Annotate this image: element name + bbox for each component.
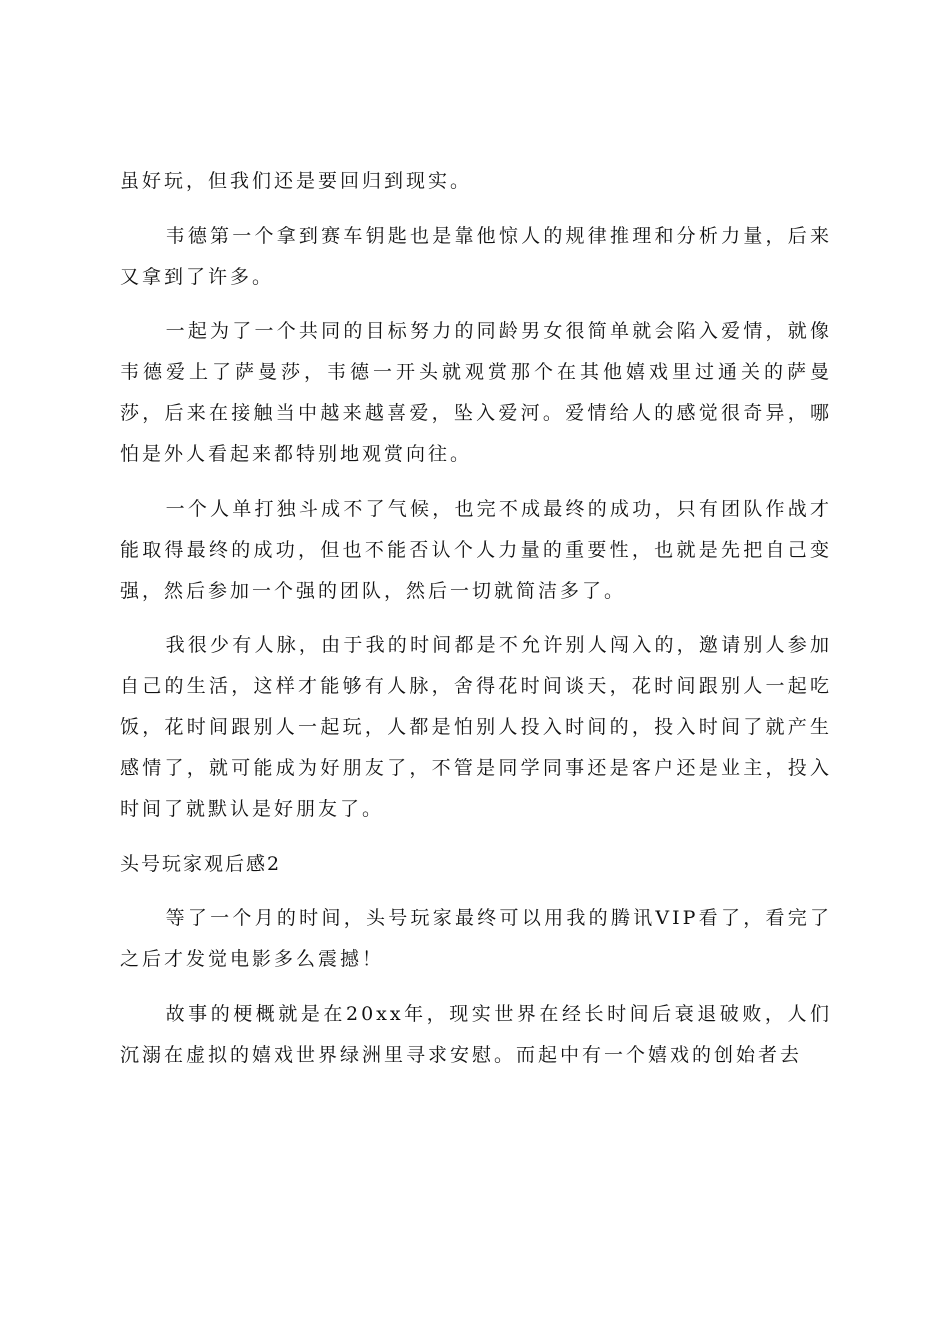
- paragraph-connections: 我很少有人脉，由于我的时间都是不允许别人闯入的，邀请别人参加自己的生活，这样才能够有人脉，舍得花时间谈天，花时间跟别人一起吃饭，花时间跟别人一起玩，人都是怕别人投入时间的，投入时间了就产生感情了，就可能成为好朋友了，不管是同学同事还是客户还是业主，投入时间了就默认是好朋友了。: [120, 634, 832, 820]
- paragraph-love: 一起为了一个共同的目标努力的同龄男女很简单就会陷入爱情，就像韦德爱上了萨曼莎，韦德一开头就观赏那个在其他嬉戏里过通关的萨曼莎，后来在接触当中越来越喜爱，坠入爱河。爱情给人的感觉很奇异，哪怕是外人看起来都特别地观赏向往。: [120, 320, 832, 465]
- section-heading: 头号玩家观后感2: [120, 852, 282, 875]
- paragraph-continuation: 虽好玩，但我们还是要回归到现实。: [120, 170, 473, 192]
- paragraph-story-outline: 故事的梗概就是在20xx年，现实世界在经长时间后衰退破败，人们沉溺在虚拟的嬉戏世界绿洲里寻求安慰。而起中有一个嬉戏的创始者去: [120, 1002, 832, 1066]
- paragraph-teamwork: 一个人单打独斗成不了气候，也完不成最终的成功，只有团队作战才能取得最终的成功，但也不能否认个人力量的重要性，也就是先把自己变强，然后参加一个强的团队，然后一切就简洁多了。: [120, 497, 832, 602]
- paragraph-waited-month: 等了一个月的时间，头号玩家最终可以用我的腾讯VIP看了，看完了之后才发觉电影多么震撼！: [120, 907, 832, 970]
- document-page: [120, 161, 832, 1089]
- paragraph-wade-keys: 韦德第一个拿到赛车钥匙也是靠他惊人的规律推理和分析力量，后来又拿到了许多。: [120, 224, 832, 288]
